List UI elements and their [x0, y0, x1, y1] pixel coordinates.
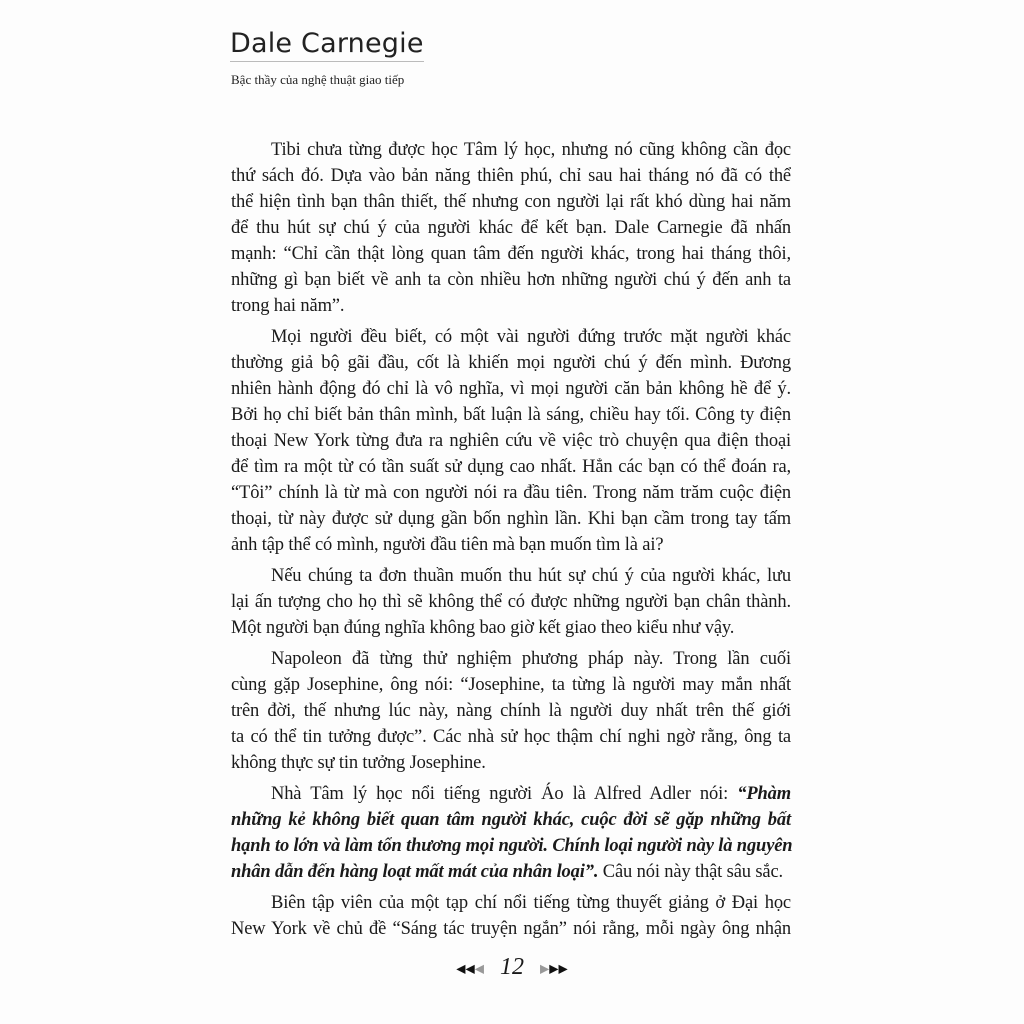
text-segment: ảnh tập thể có mình, người đầu tiên mà bạn muốn tìm là ai?	[231, 535, 664, 555]
text-segment: mạnh: “Chỉ cần thật lòng quan tâm đến người khác, trong hai tháng thôi,	[231, 244, 791, 264]
text-line	[231, 189, 791, 215]
text-line	[231, 402, 791, 428]
text-segment: Napoleon đã từng thử nghiệm phương pháp này. Trong lần cuối	[271, 649, 791, 669]
text-line	[231, 163, 791, 189]
text-line	[231, 750, 791, 776]
text-line	[231, 833, 791, 859]
running-header-title: Dale Carnegie	[230, 28, 424, 62]
paragraph	[231, 890, 791, 942]
text-line	[231, 807, 791, 833]
text-segment: New York về chủ đề “Sáng tác truyện ngắn” nói rằng, mỗi ngày ông nhận	[231, 919, 791, 939]
text-line	[231, 781, 791, 807]
emphasized-quote: nhân dẫn đến hàng loạt mất mát của nhân loại”.	[231, 862, 599, 882]
text-segment: cùng gặp Josephine, ông nói: “Josephine, ta từng là người may mắn nhất	[231, 675, 791, 695]
text-segment: thứ sách đó. Dựa vào bản năng thiên phú, chỉ sau hai tháng nó đã có thể	[231, 166, 791, 186]
text-segment: để thu hút sự chú ý của người khác để kết bạn. Dale Carnegie đã nhấn	[231, 218, 791, 238]
text-segment: Nhà Tâm lý học nổi tiếng người Áo là Alfred Adler nói:	[271, 784, 738, 804]
paragraph	[231, 646, 791, 776]
text-line	[231, 589, 791, 615]
text-segment: Tibi chưa từng được học Tâm lý học, nhưng nó cũng không cần đọc	[271, 140, 791, 160]
text-line	[231, 615, 791, 641]
body-text	[231, 137, 791, 947]
text-line	[231, 350, 791, 376]
text-line	[231, 324, 791, 350]
right-arrows-icon: ▶▶▶	[540, 961, 568, 976]
text-line	[231, 293, 791, 319]
text-segment: nhiên hành động đó chỉ là vô nghĩa, vì mọi người căn bản không hề để ý.	[231, 379, 791, 399]
text-segment: thường giả bộ gãi đầu, cốt là khiến mọi người chú ý đến mình. Đương	[231, 353, 791, 373]
text-line	[231, 859, 791, 885]
emphasized-quote: “Phàm	[737, 784, 791, 804]
text-segment: lại ấn tượng cho họ thì sẽ không thể có được những người bạn chân thành.	[231, 592, 791, 612]
running-header-subtitle: Bậc thầy của nghệ thuật giao tiếp	[231, 72, 405, 87]
paragraph	[231, 324, 791, 558]
text-segment: trên đời, thế nhưng lúc này, nàng chính là người duy nhất trên thế giới	[231, 701, 791, 721]
text-segment: Nếu chúng ta đơn thuần muốn thu hút sự chú ý của người khác, lưu	[271, 566, 791, 586]
text-line	[231, 428, 791, 454]
page-number: 12	[500, 954, 524, 980]
text-segment: Bởi họ chỉ biết bản thân mình, bất luận là sáng, chiều hay tối. Công ty điện	[231, 405, 791, 425]
text-line	[231, 241, 791, 267]
text-segment: không thực sự tin tưởng Josephine.	[231, 753, 486, 773]
paragraph	[231, 137, 791, 319]
text-line	[231, 646, 791, 672]
text-segment: “Tôi” chính là từ mà con người nói ra đầu tiên. Trong năm trăm cuộc điện	[231, 483, 791, 503]
text-segment: Câu nói này thật sâu sắc.	[598, 862, 783, 882]
text-segment: Mọi người đều biết, có một vài người đứng trước mặt người khác	[271, 327, 791, 347]
paragraph	[231, 563, 791, 641]
text-segment: ta có thể tin tưởng được”. Các nhà sử học thậm chí nghi ngờ rằng, ông ta	[231, 727, 791, 747]
paragraph	[231, 781, 791, 885]
text-line	[231, 698, 791, 724]
text-line	[231, 532, 791, 558]
emphasized-quote: hạnh to lớn và làm tổn thương mọi người. Chính loại người này là nguyên	[231, 836, 793, 856]
page-footer	[0, 953, 1024, 982]
text-segment: thoại, từ này được sử dụng gần bốn nghìn lần. Khi bạn cầm trong tay tấm	[231, 509, 791, 529]
text-line	[231, 376, 791, 402]
emphasized-quote: những kẻ không biết quan tâm người khác, cuộc đời sẽ gặp những bất	[231, 810, 791, 830]
text-segment: những gì bạn biết về anh ta còn nhiều hơn những người chú ý đến anh ta	[231, 270, 791, 290]
text-line	[231, 563, 791, 589]
text-line	[231, 672, 791, 698]
text-segment: thể hiện tình bạn thân thiết, thế nhưng con người lại rất khó dùng hai năm	[231, 192, 791, 212]
text-segment: thoại New York từng đưa ra nghiên cứu về việc trò chuyện qua điện thoại	[231, 431, 791, 451]
text-line	[231, 890, 791, 916]
text-line	[231, 724, 791, 750]
text-segment: để tìm ra một từ có tần suất sử dụng cao nhất. Hẳn các bạn có thể đoán ra,	[231, 457, 791, 477]
text-line	[231, 480, 791, 506]
text-segment: Biên tập viên của một tạp chí nổi tiếng từng thuyết giảng ở Đại học	[271, 893, 791, 913]
text-segment: Một người bạn đúng nghĩa không bao giờ kết giao theo kiểu như vậy.	[231, 618, 735, 638]
text-line	[231, 215, 791, 241]
text-line	[231, 137, 791, 163]
text-segment: trong hai năm”.	[231, 296, 345, 316]
left-arrows-icon: ◀◀◀	[456, 961, 484, 976]
text-line	[231, 454, 791, 480]
text-line	[231, 267, 791, 293]
text-line	[231, 506, 791, 532]
text-line	[231, 916, 791, 942]
